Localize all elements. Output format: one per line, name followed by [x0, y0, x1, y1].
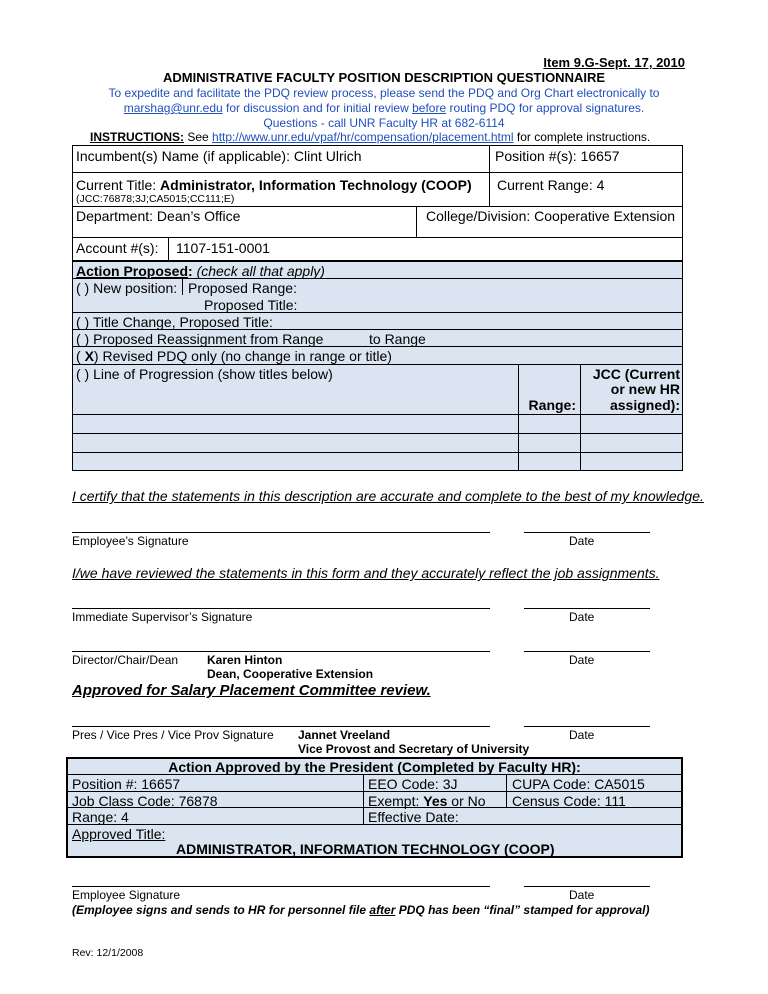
supervisor-signature-label: Immediate Supervisor’s Signature [72, 610, 253, 624]
proposed-range-label: Proposed Range: [188, 280, 297, 296]
new-position-option: ( ) New position: [76, 280, 178, 296]
form-title: ADMINISTRATIVE FACULTY POSITION DESCRIPTION QUESTIONNAIRE [162, 70, 606, 85]
eeo-code: EEO Code: 3J [368, 776, 458, 792]
final-employee-signature-line[interactable] [72, 886, 490, 887]
current-range: Current Range: 4 [497, 177, 605, 193]
pres-date-line[interactable] [524, 726, 650, 727]
employee-signature-line[interactable] [72, 532, 490, 533]
instructions-line: INSTRUCTIONS: See http://www.unr.edu/vpaf/hr/compensation/placement.html for complete instructions. [90, 130, 651, 144]
jcc-column-header-2: or new HR [610, 381, 680, 397]
exempt-status: Exempt: Yes or No [368, 793, 486, 809]
before-emphasis: before [412, 101, 447, 115]
cupa-code: CUPA Code: CA5015 [512, 776, 645, 792]
certify-statement: I certify that the statements in this description are accurate and complete to the best of my knowledge. [72, 488, 704, 504]
intro-line-1: To expedite and facilitate the PDQ review process, please send the PDQ and Org Chart electronically to [108, 86, 660, 100]
employee-date-label: Date [569, 534, 595, 548]
revision-date: Rev: 12/1/2008 [72, 947, 144, 959]
approved-position-number: Position #: 16657 [72, 776, 181, 792]
revised-check-mark: X [84, 348, 94, 364]
effective-date: Effective Date: [368, 809, 459, 825]
title-change-option: ( ) Title Change, Proposed Title: [76, 314, 273, 330]
incumbent-name: Incumbent(s) Name (if applicable): Clint Ulrich [76, 148, 362, 164]
census-code: Census Code: 111 [512, 793, 626, 809]
pres-date-label: Date [569, 728, 595, 742]
proposed-title-label: Proposed Title: [204, 297, 298, 313]
final-note: (Employee signs and sends to HR for personnel file after PDQ has been “final” stamped for approval) [72, 903, 650, 917]
item-number: Item 9.G-Sept. 17, 2010 [543, 55, 685, 70]
reassignment-option: ( ) Proposed Reassignment from Range [76, 331, 324, 347]
range-column-header: Range: [528, 397, 576, 413]
approved-title-label: Approved Title: [72, 826, 166, 842]
employee-signature-label: Employee’s Signature [72, 534, 189, 548]
pres-signature-label: Pres / Vice Pres / Vice Prov Signature [72, 728, 274, 742]
director-signature-line[interactable] [72, 651, 490, 652]
department: Department: Dean’s Office [76, 208, 241, 224]
line-of-progression-option: ( ) Line of Progression (show titles below) [76, 366, 333, 382]
intro-line-2: marshag@unr.edu for discussion and for initial review before routing PDQ for approval signatures. [123, 101, 645, 115]
jcc-column-header-3: assigned): [609, 397, 680, 413]
account-label: Account #(s): [76, 240, 159, 256]
employee-date-line[interactable] [524, 532, 650, 533]
jcc-column-header-1: JCC (Current [592, 366, 680, 382]
reviewed-statement: I/we have reviewed the statements in this form and they accurately reflect the job assignments. [72, 565, 660, 581]
pres-signature-line[interactable] [72, 726, 490, 727]
approved-range: Range: 4 [72, 809, 129, 825]
director-title: Dean, Cooperative Extension [207, 667, 374, 681]
current-title-value: Administrator, Information Technology (COOP) [160, 177, 472, 193]
instructions-link[interactable]: http://www.unr.edu/vpaf/hr/compensation/placement.html [212, 130, 514, 144]
director-signature-label: Director/Chair/Dean [72, 653, 179, 667]
supervisor-date-line[interactable] [524, 608, 650, 609]
final-employee-date-line[interactable] [524, 886, 650, 887]
approved-for-review: Approved for Salary Placement Committee review. [72, 682, 431, 699]
account-number: 1107-151-0001 [176, 240, 270, 256]
final-employee-date-label: Date [569, 888, 595, 902]
action-approved-heading: Action Approved by the President (Completed by Faculty HR): [168, 759, 581, 775]
job-class-code: Job Class Code: 76878 [72, 793, 218, 809]
revised-pdq-option: ( X) Revised PDQ only (no change in range or title) [76, 348, 392, 364]
final-employee-signature-label: Employee Signature [72, 888, 181, 902]
exempt-yes: Yes [423, 793, 448, 809]
jcc-codes: (JCC:76878;3J;CA5015;CC111;E) [76, 193, 235, 205]
questions-line: Questions - call UNR Faculty HR at 682-6114 [263, 116, 505, 130]
to-range-label: to Range [369, 331, 426, 347]
action-proposed-heading: Action Proposed: (check all that apply) [76, 263, 325, 279]
director-name: Karen Hinton [207, 653, 283, 667]
pres-title: Vice Provost and Secretary of University [298, 742, 530, 756]
director-date-label: Date [569, 653, 595, 667]
position-number: Position #(s): 16657 [495, 148, 620, 164]
approved-title-value: ADMINISTRATOR, INFORMATION TECHNOLOGY (COOP) [176, 841, 555, 857]
email-link[interactable]: marshag@unr.edu [123, 101, 223, 115]
college-division: College/Division: Cooperative Extension [426, 208, 676, 224]
supervisor-date-label: Date [569, 610, 595, 624]
pres-name: Jannet Vreeland [298, 728, 391, 742]
director-date-line[interactable] [524, 651, 650, 652]
instructions-label: INSTRUCTIONS: [90, 130, 184, 144]
current-title: Current Title: Administrator, Information Technology (COOP) [76, 177, 472, 193]
supervisor-signature-line[interactable] [72, 608, 490, 609]
